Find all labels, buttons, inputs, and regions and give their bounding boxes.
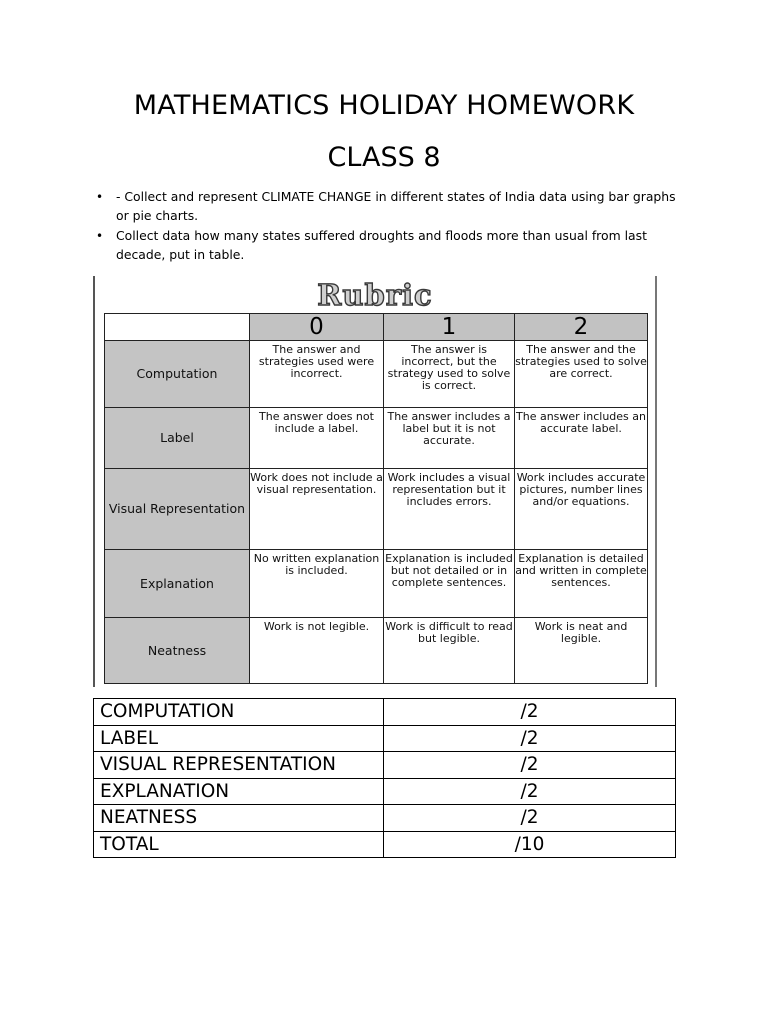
- rubric-row: [105, 408, 648, 469]
- rubric-criterion: Neatness: [105, 618, 250, 684]
- rubric-corner-cell: [105, 314, 250, 341]
- table-row: [94, 778, 676, 805]
- bullet-icon: •: [96, 229, 104, 243]
- table-row: [94, 725, 676, 752]
- score-mark: /10: [384, 831, 676, 858]
- list-item: [96, 188, 681, 225]
- score-mark: /2: [384, 699, 676, 726]
- rubric-criterion: Visual Representation: [105, 469, 250, 550]
- instruction-text: - Collect and represent CLIMATE CHANGE in different states of India data using bar graphs or pie charts.: [116, 189, 676, 223]
- rubric-cell: No written explanation is included.: [250, 550, 384, 618]
- score-label: COMPUTATION: [94, 699, 384, 726]
- rubric-cell: The answer is incorrect, but the strategy used to solve is correct.: [384, 341, 515, 408]
- rubric-cell: The answer includes an accurate label.: [515, 408, 648, 469]
- score-mark: /2: [384, 725, 676, 752]
- rubric-image: [93, 276, 657, 687]
- score-label: VISUAL REPRESENTATION: [94, 752, 384, 779]
- rubric-criterion: Label: [105, 408, 250, 469]
- score-label: NEATNESS: [94, 805, 384, 832]
- rubric-header-row: [105, 314, 648, 341]
- score-mark: /2: [384, 805, 676, 832]
- rubric-cell: The answer does not include a label.: [250, 408, 384, 469]
- rubric-cell: Explanation is detailed and written in complete sentences.: [515, 550, 648, 618]
- rubric-criterion: Explanation: [105, 550, 250, 618]
- table-row: [94, 831, 676, 858]
- page-title: MATHEMATICS HOLIDAY HOMEWORK: [133, 90, 635, 121]
- rubric-heading: Rubric: [317, 278, 433, 312]
- instruction-list: [96, 188, 681, 266]
- rubric-cell: Work does not include a visual representation.: [250, 469, 384, 550]
- score-mark: /2: [384, 778, 676, 805]
- rubric-cell: Work is neat and legible.: [515, 618, 648, 684]
- rubric-cell: Work includes accurate pictures, number lines and/or equations.: [515, 469, 648, 550]
- rubric-cell: Work is difficult to read but legible.: [384, 618, 515, 684]
- page-subtitle: CLASS 8: [327, 142, 441, 173]
- table-row: [94, 752, 676, 779]
- score-label: LABEL: [94, 725, 384, 752]
- table-row: [94, 805, 676, 832]
- rubric-cell: Work includes a visual representation but it includes errors.: [384, 469, 515, 550]
- rubric-row: [105, 341, 648, 408]
- score-mark: /2: [384, 752, 676, 779]
- rubric-row: [105, 618, 648, 684]
- rubric-table: [104, 313, 648, 684]
- instruction-text: Collect data how many states suffered droughts and floods more than usual from last decade, put in table.: [116, 228, 647, 262]
- rubric-cell: Work is not legible.: [250, 618, 384, 684]
- rubric-cell: The answer includes a label but it is not accurate.: [384, 408, 515, 469]
- table-row: [94, 699, 676, 726]
- score-label: EXPLANATION: [94, 778, 384, 805]
- rubric-level-1: 1: [384, 314, 515, 341]
- rubric-cell: Explanation is included but not detailed or in complete sentences.: [384, 550, 515, 618]
- rubric-row: [105, 550, 648, 618]
- bullet-icon: •: [96, 190, 104, 204]
- rubric-level-2: 2: [515, 314, 648, 341]
- score-table: [93, 698, 676, 858]
- rubric-cell: The answer and the strategies used to solve are correct.: [515, 341, 648, 408]
- rubric-row: [105, 469, 648, 550]
- score-label: TOTAL: [94, 831, 384, 858]
- rubric-criterion: Computation: [105, 341, 250, 408]
- rubric-cell: The answer and strategies used were incorrect.: [250, 341, 384, 408]
- rubric-level-0: 0: [250, 314, 384, 341]
- list-item: [96, 227, 681, 264]
